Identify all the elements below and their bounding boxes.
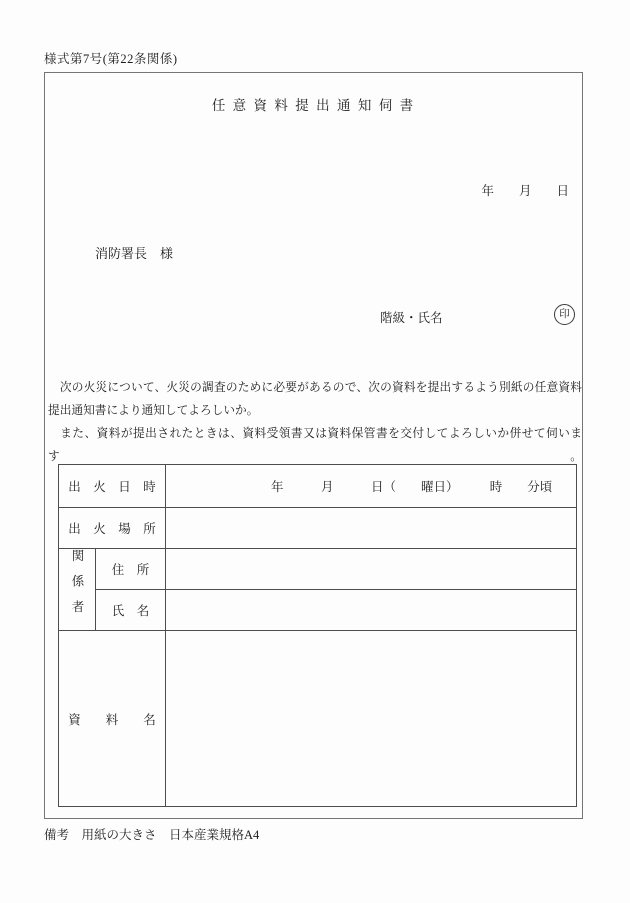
name-value: [166, 590, 577, 631]
seal-mark-icon: 印: [554, 304, 575, 325]
body-text: [48, 376, 582, 468]
address-label: 住 所: [96, 549, 166, 590]
name-label: 氏 名: [96, 590, 166, 631]
address-value: [166, 549, 577, 590]
fire-datetime-label: 出 火 日 時: [59, 465, 166, 508]
addressee-label: 消防署長 様: [95, 246, 174, 261]
table-row: [59, 549, 577, 590]
fire-location-value: [166, 508, 577, 549]
body-line-2: 提出通知書により通知してよろしいか。: [48, 404, 259, 417]
fire-location-label: 出 火 場 所: [59, 508, 166, 549]
material-name-label: 資 料 名: [59, 631, 166, 807]
table-row: [59, 631, 577, 807]
fire-info-table: [58, 464, 577, 807]
body-line-3: また、資料が提出されたときは、資料受領書又は資料保管書を交付してよろしいか併せて伺います。: [48, 427, 582, 463]
table-row: [59, 465, 577, 508]
related-person-label: 関係者: [70, 549, 84, 626]
related-person-label-cell: [59, 549, 96, 631]
fire-datetime-value: 年 月 日（ 曜日） 時 分頃: [166, 465, 577, 508]
form-title: 任 意 資 料 提 出 通 知 伺 書: [211, 98, 416, 113]
form-outer-border: [44, 72, 583, 819]
table-row: [59, 590, 577, 631]
table-row: [59, 508, 577, 549]
form-number-label: 様式第7号(第22条関係): [44, 52, 178, 66]
material-name-value: [166, 631, 577, 807]
date-line: 年 月 日: [481, 184, 569, 198]
body-line-1: 次の火災について、火災の調査のために必要があるので、次の資料を提出するよう別紙の任意資料: [48, 381, 582, 394]
paper-size-note: 備考 用紙の大きさ 日本産業規格A4: [44, 828, 260, 842]
rank-name-label: 階級・氏名: [380, 311, 443, 325]
